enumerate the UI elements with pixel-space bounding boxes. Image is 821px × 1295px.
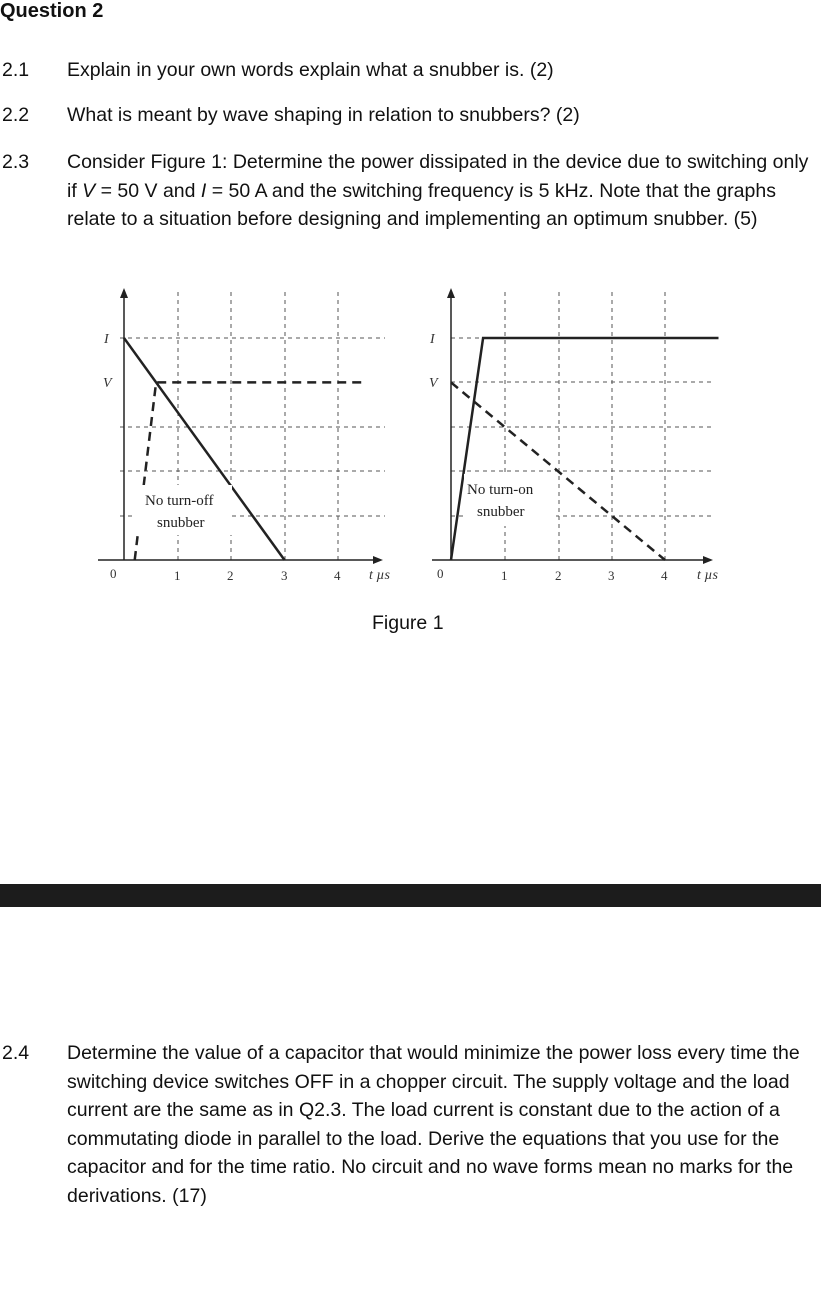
left-x-unit: t µs xyxy=(369,568,390,583)
question-text: Determine the value of a capacitor that would minimize the power loss every time the switching device switches OFF in a chopper circuit. The supply voltage and the load current are the same as in Q2.3. The load current is constant due to the action of a commutating diode in parallel to the load. Derive the equations that you use for the capacitor and for the time ratio. No circuit and no wave forms mean no marks for the derivations. (17) xyxy=(67,1042,800,1207)
right-x-arrow-icon xyxy=(703,556,713,564)
divider-bar xyxy=(0,884,821,907)
figure-caption: Figure 1 xyxy=(372,612,444,634)
figure-1 xyxy=(0,280,821,600)
left-tick-0: 0 xyxy=(110,566,117,581)
left-tick-3: 3 xyxy=(281,568,288,583)
left-label-line2: snubber xyxy=(157,515,205,531)
left-tick-2: 2 xyxy=(227,568,234,583)
left-tick-4: 4 xyxy=(334,568,341,583)
right-tick-1: 1 xyxy=(501,568,508,583)
question-number: 2.3 xyxy=(2,151,30,173)
question-heading: Question 2 xyxy=(0,0,104,22)
question-text: Consider Figure 1: Determine the power dissipated in the device due to switching only if V = 50 V and I = 50 A and the switching frequency is 5 kHz. Note that the graphs relate to a situation before designing and implementing an optimum snubber. (5) xyxy=(67,151,809,230)
question-number: 2.1 xyxy=(2,59,30,81)
right-tick-3: 3 xyxy=(608,568,615,583)
right-tick-2: 2 xyxy=(555,568,562,583)
left-graph xyxy=(98,288,385,564)
question-number: 2.4 xyxy=(2,1042,30,1064)
left-x-arrow-icon xyxy=(373,556,383,564)
left-v-label: V xyxy=(103,376,112,391)
right-y-arrow-icon xyxy=(447,288,455,298)
right-graph xyxy=(432,288,719,564)
right-tick-4: 4 xyxy=(661,568,668,583)
left-y-arrow-icon xyxy=(120,288,128,298)
left-label-line1: No turn-off xyxy=(145,493,214,509)
right-label-line1: No turn-on xyxy=(467,482,534,498)
question-text: What is meant by wave shaping in relation to snubbers? (2) xyxy=(67,104,580,126)
left-i-label: I xyxy=(104,332,109,347)
left-tick-1: 1 xyxy=(174,568,181,583)
question-number: 2.2 xyxy=(2,104,30,126)
right-tick-0: 0 xyxy=(437,566,444,581)
question-text: Explain in your own words explain what a snubber is. (2) xyxy=(67,59,554,81)
right-i-label: I xyxy=(430,332,435,347)
right-x-unit: t µs xyxy=(697,568,718,583)
right-v-label: V xyxy=(429,376,438,391)
right-current-line xyxy=(451,338,719,560)
right-label-line2: snubber xyxy=(477,504,525,520)
